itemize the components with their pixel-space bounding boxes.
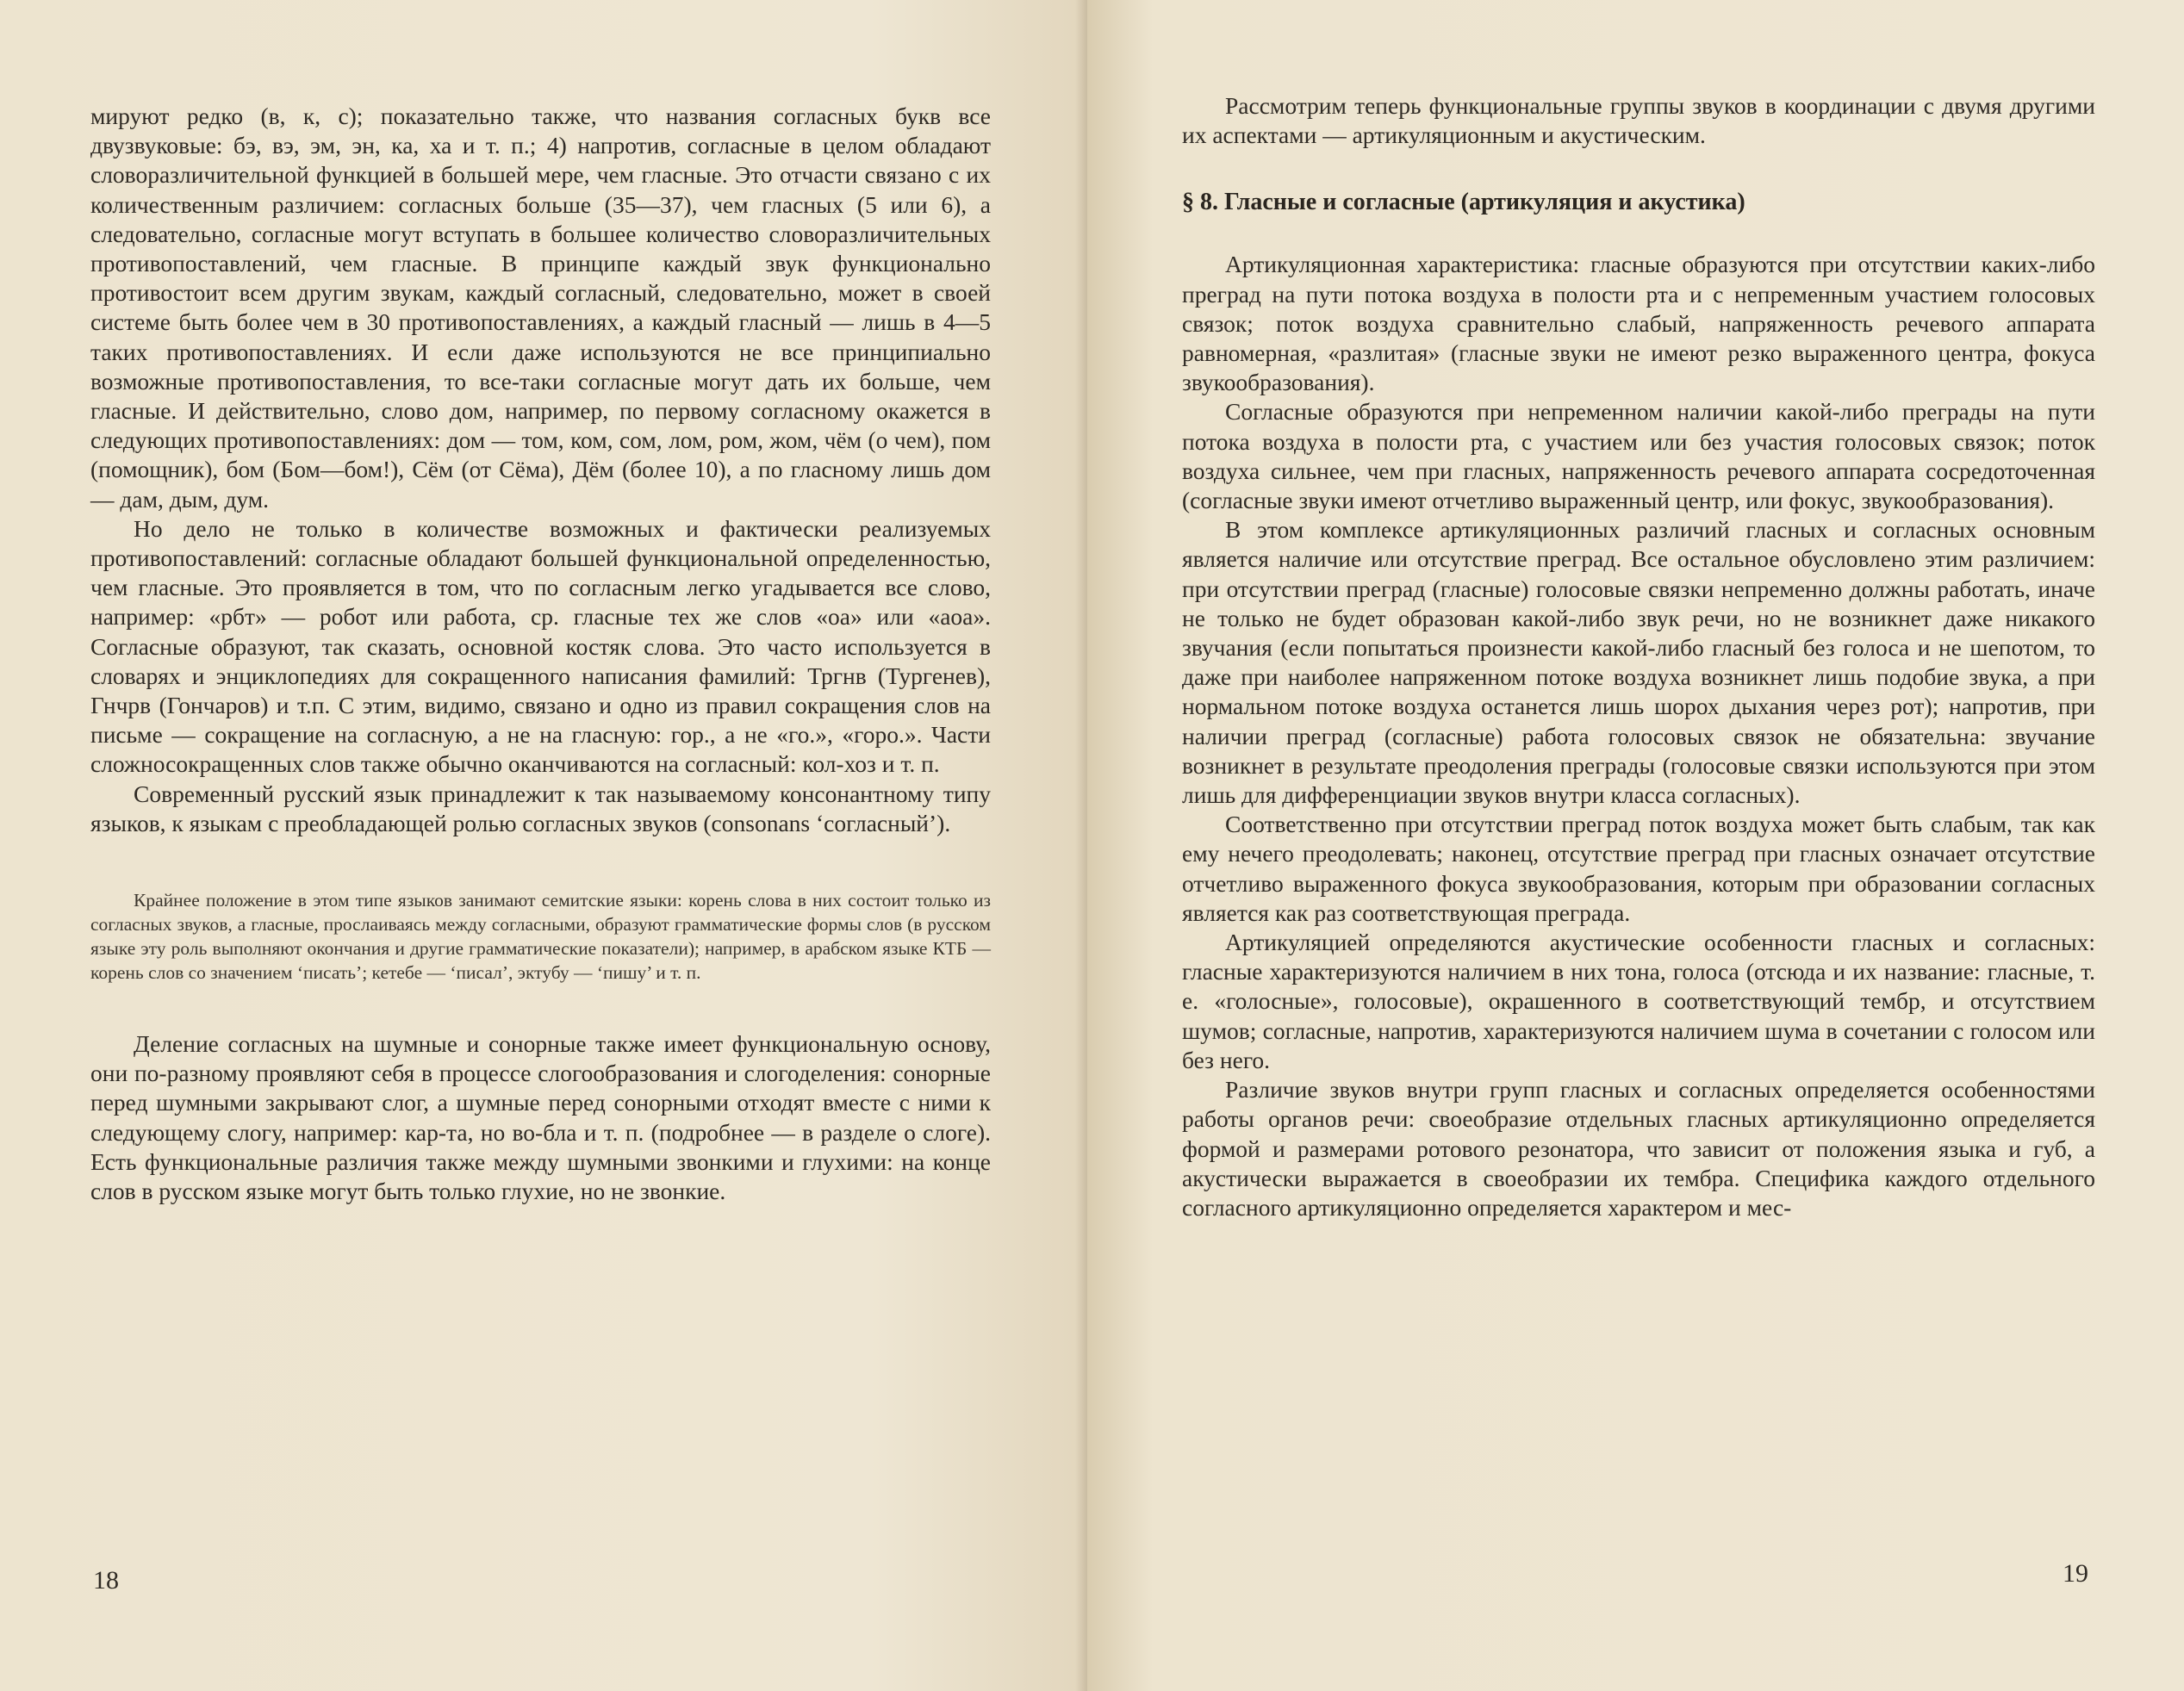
intro-paragraph: Рассмотрим теперь функциональные группы звуков в координации с двумя другими их аспектами — артикуляционным и акустическим.: [1182, 92, 2095, 149]
paragraph: Деление согласных на шумные и сонорные также имеет функциональную основу, они по-разному проявляют себя в процессе слогообразования и слогоделения: сонорные перед шумными закрывают слог, а шумные перед сонорными отходят вместе с ними к следующему слогу, например: кар-та, но во-бла и т. п. (подробнее — в разделе о слоге). Есть функциональные различия также между шумными звонкими и глухими: на конце слов в русском языке могут быть только глухие, но не звонкие.: [90, 1030, 991, 1205]
paragraph: Современный русский язык принадлежит к так называемому консонантному типу языков, к языкам с преобладающей ролью согласных звуков (consonans ‘согласный’).: [90, 780, 991, 836]
paragraph: мируют редко (в, к, с); показательно также, что названия согласных букв все двузвуковые: бэ, вэ, эм, эн, ка, ха и т. п.; 4) напротив, согласные в целом обладают словоразличительной функцией в большей мере, чем гласные. Это отчасти связано с их количественным различием: согласных больше (35—37), чем гласных (5 или 6), а следовательно, согласные могут вступать в большее количество словоразличительных противопоставлений, чем гласные. В принципе каждый звук функционально противостоит всем другим звукам, каждый согласный, следовательно, может в своей системе быть более чем в 30 противопоставлениях, а каждый гласный — лишь в 4—5 таких противопоставлениях. И если даже используются не все принципиально возможные противопоставления, то все-таки согласные могут дать их больше, чем гласные. И действительно, слово дом, например, по первому согласному окажется в следующих противопоставлениях: дом — том, ком, сом, лом, ром, жом, чём (о чем), пом (помощник), бом (Бом—бом!), Сём (от Сёма), Дём (более 10), а по гласному лишь дом — дам, дым, дум.: [90, 103, 991, 513]
left-page-text: [90, 102, 991, 1206]
right-page-text: [1182, 91, 2095, 1222]
paragraph: Артикуляционная характеристика: гласные образуются при отсутствии каких-либо преград на пути потока воздуха в полости рта и с непременным участием голосовых связок; поток воздуха сравнительно слабый, напряженность речевого аппарата равномерная, «разлитая» (гласные звуки не имеют резко выраженного центра, фокуса звукообразования).: [1182, 251, 2095, 396]
page-number: 19: [2063, 1559, 2088, 1588]
paragraph: Артикуляцией определяются акустические особенности гласных и согласных: гласные характеризуются наличием в них тона, голоса (отсюда и их название: гласные, т. е. «голосные», голосовые), окрашенного в соответствующий тембр, и отсутствием шумов; согласные, напротив, характеризуются наличием шума в сочетании с голосом или без него.: [1182, 929, 2095, 1073]
left-page: [0, 0, 1087, 1691]
page-number: 18: [93, 1566, 119, 1595]
footnote: Крайнее положение в этом типе языков занимают семитские языки: корень слова в них состоит только из согласных звуков, а гласные, прослаиваясь между согласными, образуют грамматические формы слов (в русском языке эту роль выполняют окончания и другие грамматические показатели); например, в арабском языке КТБ — корень слов со значением ‘писать’; кетебе — ‘писал’, эктубу — ‘пишу’ и т. п.: [90, 890, 991, 984]
paragraph: Соответственно при отсутствии преград поток воздуха может быть слабым, так как ему нечего преодолевать; наконец, отсутствие преград при гласных означает отсутствие отчетливо выраженного фокуса звукообразования, которым при образовании согласных является как раз соответствующая преграда.: [1182, 811, 2095, 926]
paragraph: Но дело не только в количестве возможных и фактически реализуемых противопоставлений: согласные обладают большей функциональной определенностью, чем гласные. Это проявляется в том, что по согласным легко угадывается все слово, например: «рбт» — робот или работа, ср. гласные тех же слов «оа» или «аоа». Согласные образуют, так сказать, основной костяк слова. Это часто используется в словарях и энциклопедиях для сокращенного написания фамилий: Тргнв (Тургенев), Гнчрв (Гончаров) и т.п. С этим, видимо, связано и одно из правил сокращения слов на письме — сокращение на согласную, а не на гласную: гор., а не «го.», «горо.». Части сложносокращенных слов также обычно оканчиваются на согласный: кол-хоз и т. п.: [90, 514, 991, 778]
right-page: [1087, 0, 2184, 1691]
section-heading: § 8. Гласные и согласные (артикуляция и акустика): [1182, 189, 1745, 216]
paragraph: В этом комплексе артикуляционных различий гласных и согласных основным является наличие или отсутствие преград. Все остальное обусловлено этим различием: при отсутствии преград (гласные) голосовые связки непременно должны работать, иначе не только не будет образован какой-либо звук речи, но не возникнет даже никакого звучания (если попытаться произнести какой-либо гласный без голоса и не шепотом, то даже при наиболее напряженном потоке воздуха возникнет лишь подобие звука, а при нормальном потоке воздуха останется лишь шорох дыхания через рот); напротив, при наличии преград (согласные) работа голосовых связок не обязательна: звучание возникнет в результате преодоления преграды (голосовые связки используются при этом лишь для дифференциации звуков внутри класса согласных).: [1182, 516, 2095, 809]
paragraph: Согласные образуются при непременном наличии какой-либо преграды на пути потока воздуха в полости рта, с участием или без участия голосовых связок; поток воздуха сильнее, чем при гласных, напряженность речевого аппарата сосредоточенная (согласные звуки имеют отчетливо выраженный центр, или фокус, звукообразования).: [1182, 398, 2095, 514]
paragraph: Различие звуков внутри групп гласных и согласных определяется особенностями работы органов речи: своеобразие отдельных гласных артикуляционно определяется формой и размерами ротового резонатора, что зависит от положения языка и губ, а акустически выражается в своеобразии их тембра. Специфика каждого отдельного согласного артикуляционно определяется характером и мес-: [1182, 1076, 2095, 1221]
